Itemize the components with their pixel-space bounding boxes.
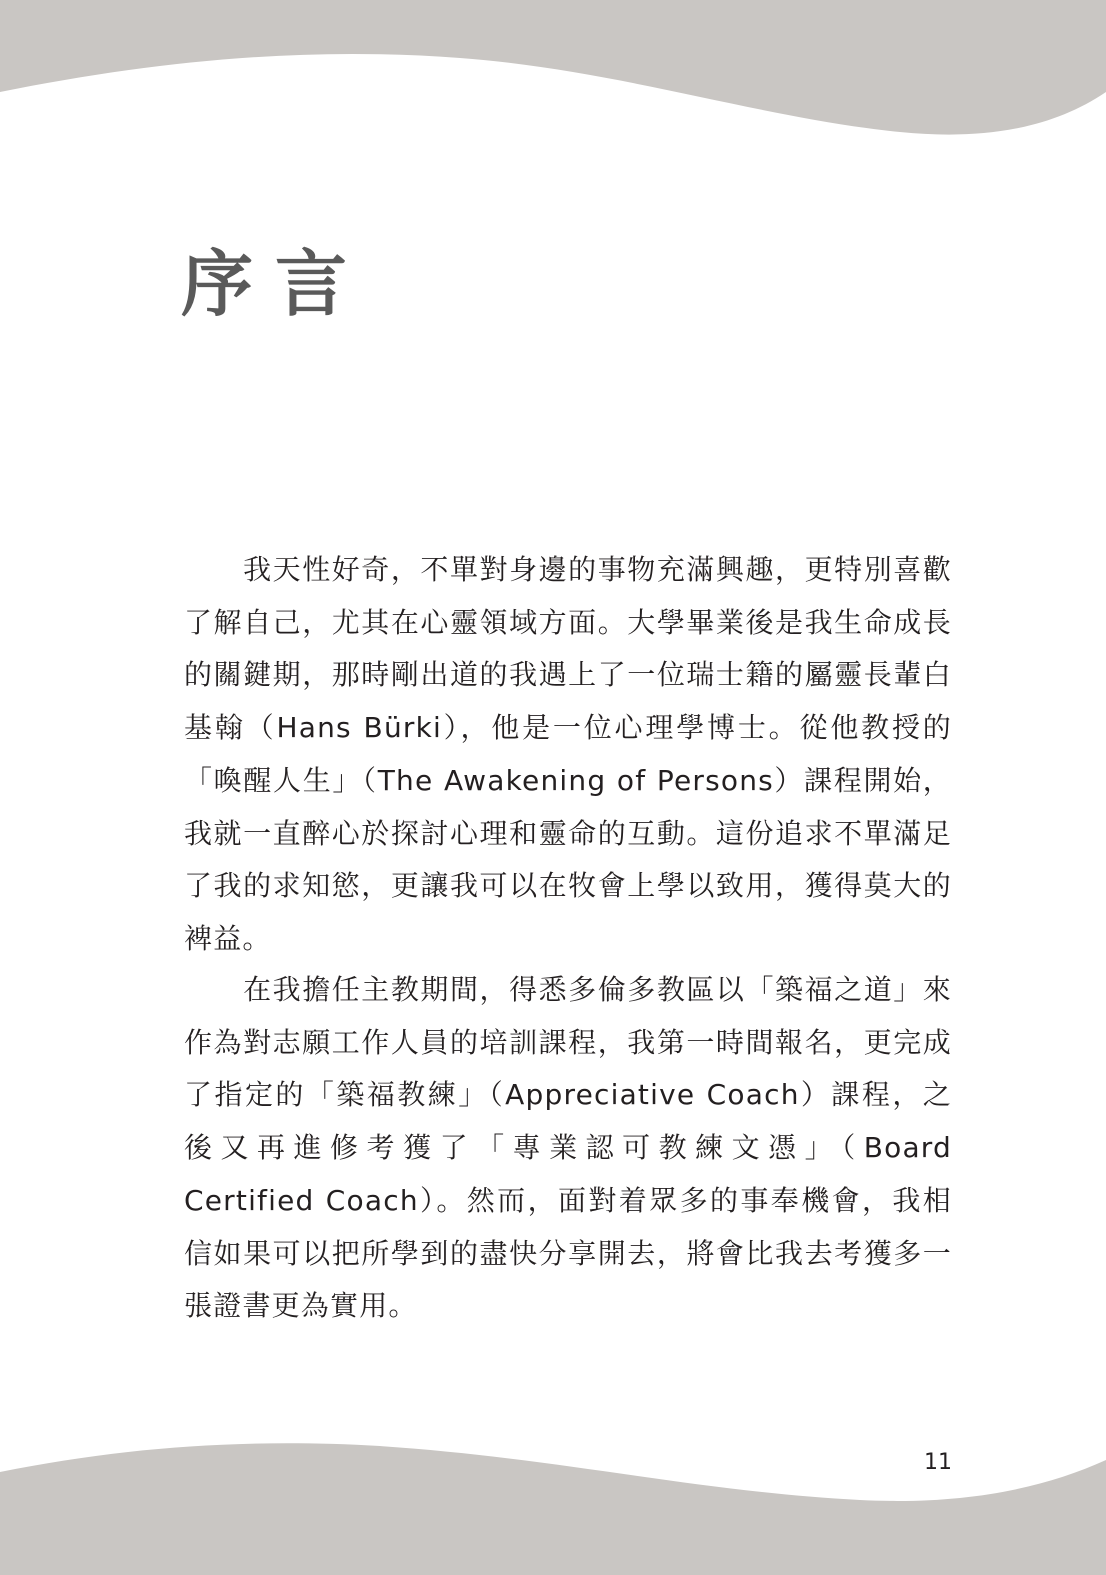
top-wave-decoration bbox=[0, 0, 1106, 150]
page-title: 序言 bbox=[181, 242, 370, 326]
paragraph-2: 在我擔任主教期間，得悉多倫多教區以「築福之道」來作為對志願工作人員的培訓課程，我第一時間報名，更完成了指定的「築福教練」（Appreciative Coach）課程，之後又再進修考獲了「專業認可教練文憑」（Board Certified Coach）。然而，面對着眾多的事奉機會，我相信如果可以把所學到的盡快分享開去，將會比我去考獲多一張證書更為實用。 bbox=[184, 973, 952, 1323]
paragraph-container-1 bbox=[184, 544, 952, 966]
page-number: 11 bbox=[924, 1450, 952, 1475]
paragraph-1: 我天性好奇，不單對身邊的事物充滿興趣，更特別喜歡了解自己，尤其在心靈領域方面。大學畢業後是我生命成長的關鍵期，那時剛出道的我遇上了一位瑞士籍的屬靈長輩白基翰（Hans Bürki），他是一位心理學博士。從他教授的「喚醒人生」（The Awakening of Persons）課程開始，我就一直醉心於探討心理和靈命的互動。這份追求不單滿足了我的求知慾，更讓我可以在牧會上學以致用，獲得莫大的裨益。 bbox=[184, 553, 952, 955]
paragraph-container-2 bbox=[184, 964, 952, 1333]
